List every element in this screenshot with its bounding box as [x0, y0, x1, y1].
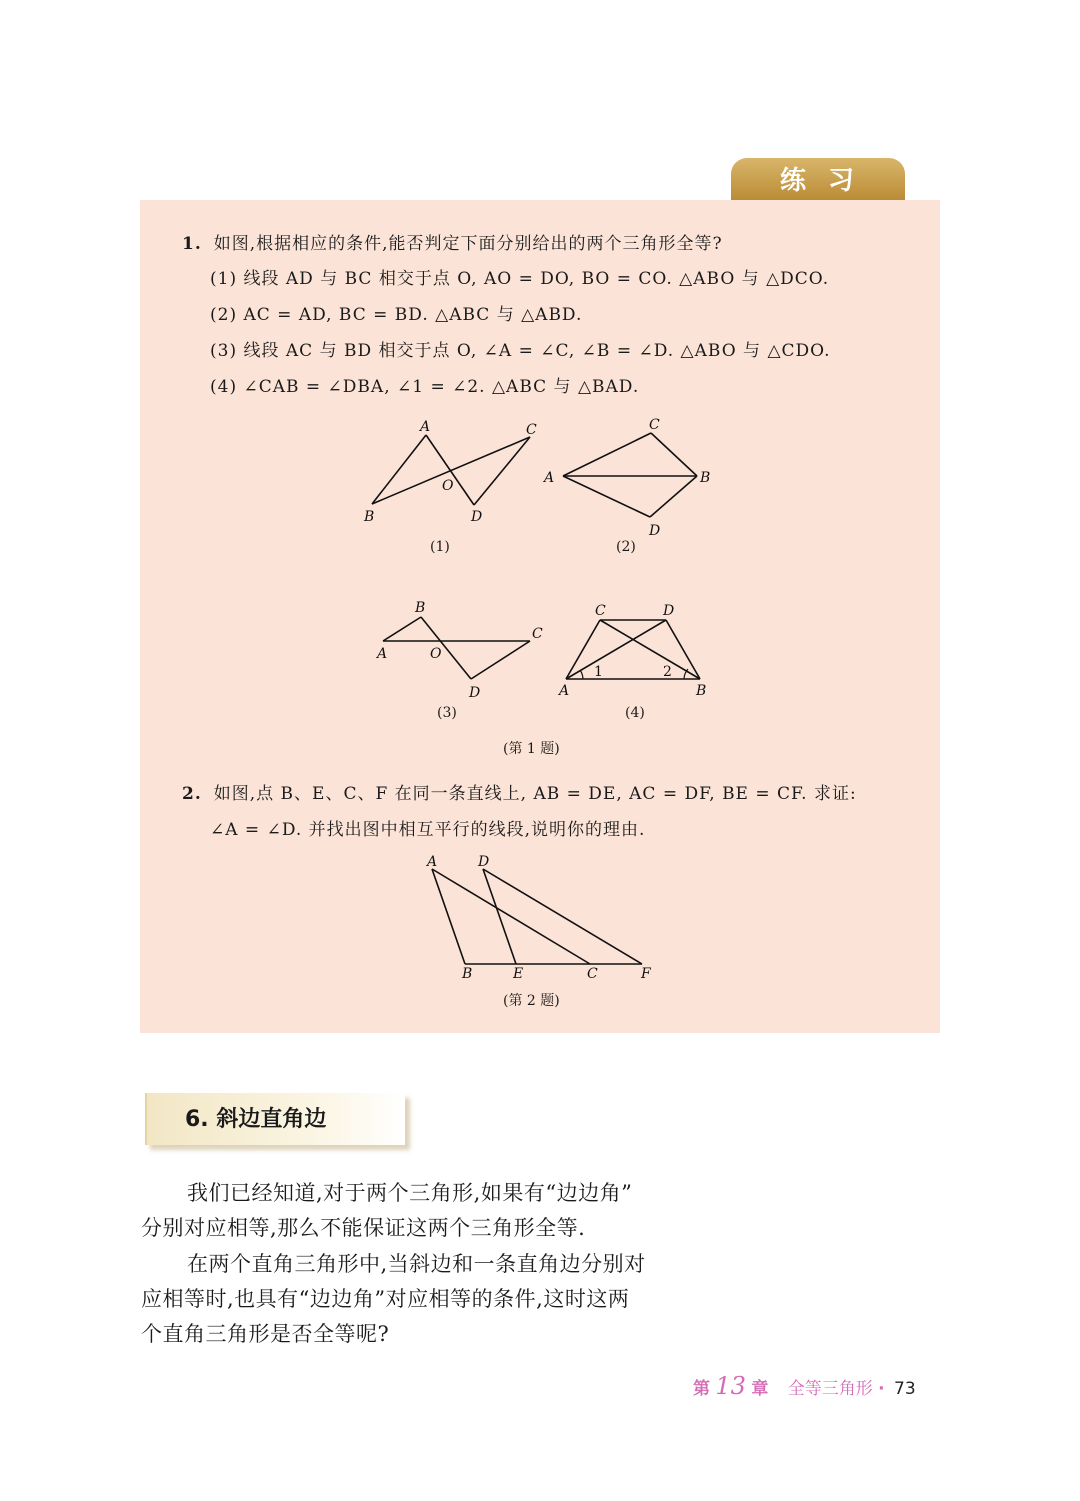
fig4-label-b: B [696, 683, 707, 699]
paragraph-line-5: 个直角三角形是否全等呢? [141, 1322, 390, 1346]
fig5-label-f: F [641, 966, 651, 982]
fig1-label-a: A [420, 419, 431, 435]
fig5-label-b: B [462, 966, 473, 982]
fig2-label-b: B [700, 470, 711, 486]
practice-tab: 练习 [731, 158, 905, 202]
figure-2-caption: (2) [616, 539, 636, 555]
fig4-label-d: D [663, 603, 675, 619]
chapter-suffix: 章 [751, 1379, 769, 1399]
fig1-label-c: C [526, 422, 537, 438]
fig3-label-b: B [415, 600, 426, 616]
chapter-name: 全等三角形 [787, 1379, 873, 1399]
fig5-label-c: C [587, 966, 598, 982]
fig4-angle-2: 2 [663, 664, 672, 680]
fig1-label-d: D [471, 509, 483, 525]
fig2-label-d: D [649, 523, 661, 539]
fig3-label-c: C [532, 626, 543, 642]
paragraph-line-2: 分别对应相等,那么不能保证这两个三角形全等. [141, 1216, 586, 1240]
question-1-caption: (第 1 题) [503, 741, 560, 757]
fig4-label-c: C [595, 603, 606, 619]
fig1-label-b: B [364, 509, 375, 525]
fig3-label-d: D [469, 685, 481, 701]
paragraph-line-4: 应相等时,也具有“边边角”对应相等的条件,这时这两 [141, 1287, 630, 1311]
fig2-label-a: A [544, 470, 555, 486]
fig4-label-a: A [559, 683, 570, 699]
question-1-item-3: (3) 线段 AC 与 BD 相交于点 O, ∠A = ∠C, ∠B = ∠D. △ABO 与 △CDO. [210, 341, 831, 361]
chapter-prefix: 第 [693, 1379, 710, 1399]
fig2-label-c: C [649, 417, 660, 433]
chapter-number: 13 [715, 1372, 746, 1400]
paragraph-line-1: 我们已经知道,对于两个三角形,如果有“边边角” [187, 1181, 633, 1205]
question-1-item-2: (2) AC = AD, BC = BD. △ABC 与 △ABD. [210, 305, 583, 325]
question-1-item-1: (1) 线段 AD 与 BC 相交于点 O, AO = DO, BO = CO. △ABO 与 △DCO. [210, 269, 830, 289]
fig1-label-o: O [442, 478, 454, 494]
fig5-label-d: D [478, 854, 490, 870]
figure-3-caption: (3) [437, 705, 457, 721]
figure-4-caption: (4) [625, 705, 645, 721]
question-2-number: 2. [182, 784, 202, 804]
question-1-item-4: (4) ∠CAB = ∠DBA, ∠1 = ∠2. △ABC 与 △BAD. [210, 377, 640, 397]
fig5-label-a: A [427, 854, 438, 870]
fig5-label-e: E [513, 966, 524, 982]
question-2-line-1: 如图,点 B、E、C、F 在同一条直线上, AB = DE, AC = DF, BE = CF. 求证: [213, 784, 857, 804]
question-1-number: 1. [182, 234, 202, 254]
figure-1-caption: (1) [430, 539, 450, 555]
fig3-label-o: O [430, 646, 442, 662]
page-number: 73 [894, 1379, 916, 1399]
page-footer [693, 1372, 916, 1400]
question-1-text: 如图,根据相应的条件,能否判定下面分别给出的两个三角形全等? [213, 234, 723, 254]
footer-separator: · [878, 1379, 885, 1399]
question-2-caption: (第 2 题) [503, 993, 560, 1009]
fig3-label-a: A [377, 646, 388, 662]
question-2-line-2: ∠A = ∠D. 并找出图中相互平行的线段,说明你的理由. [210, 820, 646, 840]
section-title: 6. 斜边直角边 [185, 1107, 327, 1132]
fig4-angle-1: 1 [594, 664, 603, 680]
paragraph-line-3: 在两个直角三角形中,当斜边和一条直角边分别对 [187, 1252, 646, 1276]
